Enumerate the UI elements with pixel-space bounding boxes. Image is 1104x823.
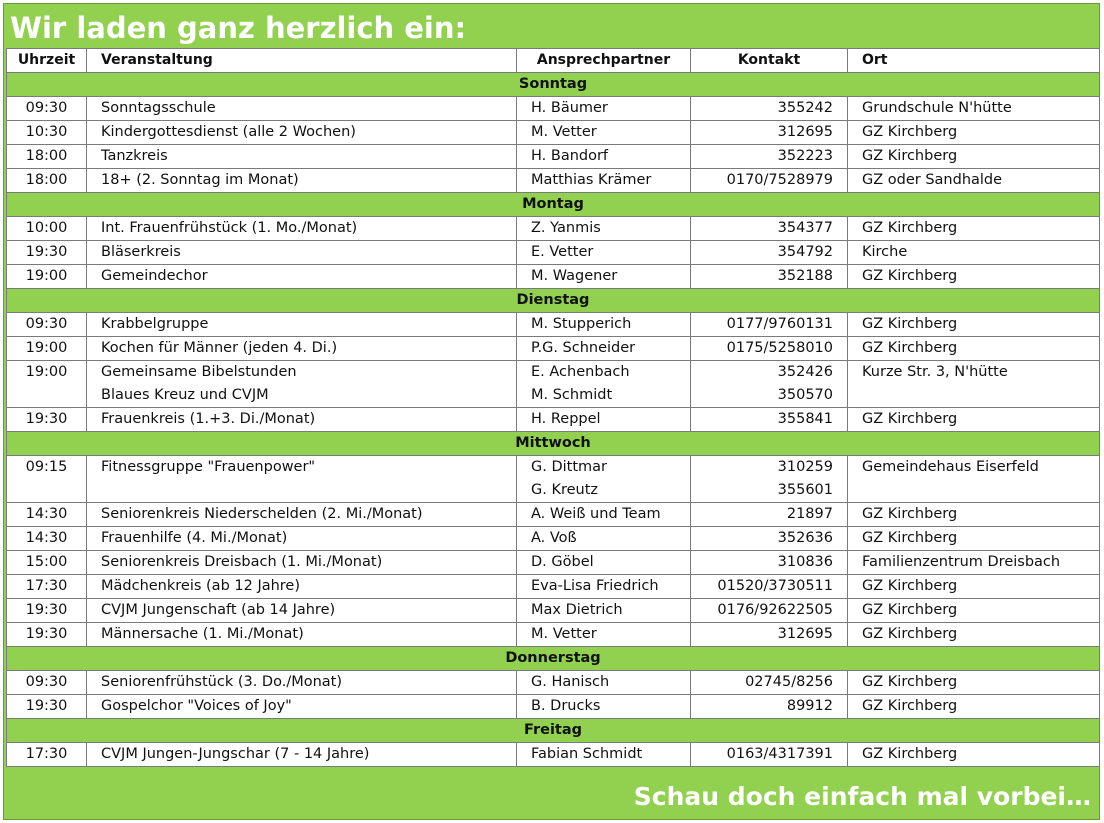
cell-time: 19:30 (7, 241, 87, 265)
cell-person: M. Vetter (517, 623, 691, 647)
table-row (7, 503, 1100, 527)
cell-person: M. Wagener (517, 265, 691, 289)
day-header-row (7, 289, 1100, 313)
table-row (7, 313, 1100, 337)
cell-time: 17:30 (7, 575, 87, 599)
cell-person: H. Reppel (517, 408, 691, 432)
cell-time: 19:30 (7, 408, 87, 432)
cell-event: Kindergottesdienst (alle 2 Wochen) (87, 121, 517, 145)
day-header-row (7, 193, 1100, 217)
cell-contact (691, 361, 848, 408)
cell-place: GZ Kirchberg (848, 599, 1100, 623)
day-header-row (7, 647, 1100, 671)
cell-event: Frauenhilfe (4. Mi./Monat) (87, 527, 517, 551)
cell-contact: 354377 (691, 217, 848, 241)
cell-person: Matthias Krämer (517, 169, 691, 193)
cell-place: GZ Kirchberg (848, 265, 1100, 289)
cell-place: Kirche (848, 241, 1100, 265)
schedule-table (6, 48, 1100, 767)
cell-person: B. Drucks (517, 695, 691, 719)
cell-person: Fabian Schmidt (517, 743, 691, 767)
cell-person: E. Vetter (517, 241, 691, 265)
cell-contact: 0176/92622505 (691, 599, 848, 623)
cell-time: 15:00 (7, 551, 87, 575)
table-row (7, 623, 1100, 647)
cell-event: Krabbelgruppe (87, 313, 517, 337)
table-row (7, 169, 1100, 193)
cell-time: 10:00 (7, 217, 87, 241)
schedule-body (7, 73, 1100, 767)
cell-contact: 352223 (691, 145, 848, 169)
schedule-poster (3, 3, 1100, 820)
day-label: Dienstag (7, 289, 1100, 313)
cell-person-line1: G. Dittmar (531, 459, 607, 475)
table-row (7, 695, 1100, 719)
table-row (7, 241, 1100, 265)
cell-time: 19:00 (7, 337, 87, 361)
cell-event: Int. Frauenfrühstück (1. Mo./Monat) (87, 217, 517, 241)
table-row (7, 361, 1100, 408)
cell-place (848, 456, 1100, 503)
cell-place: GZ Kirchberg (848, 575, 1100, 599)
cell-contact-line2: 350570 (777, 387, 833, 403)
cell-event: Bläserkreis (87, 241, 517, 265)
table-row (7, 121, 1100, 145)
cell-person-line2: M. Schmidt (531, 387, 613, 403)
cell-place: GZ Kirchberg (848, 408, 1100, 432)
header-row (7, 49, 1100, 73)
cell-person-line2: G. Kreutz (531, 482, 599, 498)
cell-event: Gemeindechor (87, 265, 517, 289)
cell-person: P.G. Schneider (517, 337, 691, 361)
cell-event: Gospelchor "Voices of Joy" (87, 695, 517, 719)
cell-event: Mädchenkreis (ab 12 Jahre) (87, 575, 517, 599)
cell-person: A. Voß (517, 527, 691, 551)
day-header-row (7, 73, 1100, 97)
cell-event (87, 456, 517, 503)
cell-person: M. Stupperich (517, 313, 691, 337)
cell-event: Seniorenfrühstück (3. Do./Monat) (87, 671, 517, 695)
cell-place: Familienzentrum Dreisbach (848, 551, 1100, 575)
cell-contact-line1: 352426 (777, 364, 833, 380)
day-label: Mittwoch (7, 432, 1100, 456)
cell-contact: 354792 (691, 241, 848, 265)
table-row (7, 671, 1100, 695)
header-contact: Kontakt (691, 49, 848, 73)
cell-time: 19:30 (7, 695, 87, 719)
table-row (7, 408, 1100, 432)
cell-place (848, 361, 1100, 408)
table-row (7, 551, 1100, 575)
day-header-row (7, 432, 1100, 456)
cell-place: GZ Kirchberg (848, 503, 1100, 527)
cell-time: 09:30 (7, 313, 87, 337)
cell-time: 19:00 (7, 265, 87, 289)
cell-event: Kochen für Männer (jeden 4. Di.) (87, 337, 517, 361)
cell-person: H. Bandorf (517, 145, 691, 169)
cell-contact: 352188 (691, 265, 848, 289)
table-row (7, 337, 1100, 361)
cell-contact-line2: 355601 (777, 482, 833, 498)
cell-person: M. Vetter (517, 121, 691, 145)
cell-event: CVJM Jungenschaft (ab 14 Jahre) (87, 599, 517, 623)
cell-event-line1: Gemeinsame Bibelstunden (101, 364, 297, 380)
cell-time: 09:30 (7, 671, 87, 695)
cell-event (87, 361, 517, 408)
cell-person: Z. Yanmis (517, 217, 691, 241)
cell-event: 18+ (2. Sonntag im Monat) (87, 169, 517, 193)
cell-person: Eva-Lisa Friedrich (517, 575, 691, 599)
cell-time (7, 361, 87, 408)
cell-place: GZ Kirchberg (848, 671, 1100, 695)
cell-place: GZ oder Sandhalde (848, 169, 1100, 193)
cell-contact: 312695 (691, 121, 848, 145)
cell-time-line1: 09:15 (25, 459, 68, 475)
table-row (7, 527, 1100, 551)
cell-time: 18:00 (7, 169, 87, 193)
table-row (7, 145, 1100, 169)
cell-person-line1: E. Achenbach (531, 364, 630, 380)
cell-contact: 0170/7528979 (691, 169, 848, 193)
cell-contact: 355841 (691, 408, 848, 432)
cell-event: Tanzkreis (87, 145, 517, 169)
table-row (7, 265, 1100, 289)
cell-place: GZ Kirchberg (848, 695, 1100, 719)
cell-person: H. Bäumer (517, 97, 691, 121)
cell-time: 09:30 (7, 97, 87, 121)
cell-contact: 0175/5258010 (691, 337, 848, 361)
header-event: Veranstaltung (87, 49, 517, 73)
cell-place-line1: Gemeindehaus Eiserfeld (862, 459, 1039, 475)
cell-event: Seniorenkreis Dreisbach (1. Mi./Monat) (87, 551, 517, 575)
cell-place: GZ Kirchberg (848, 623, 1100, 647)
cell-contact: 355242 (691, 97, 848, 121)
cell-time: 17:30 (7, 743, 87, 767)
cell-event: Sonntagsschule (87, 97, 517, 121)
cell-contact: 352636 (691, 527, 848, 551)
cell-event: Seniorenkreis Niederschelden (2. Mi./Monat) (87, 503, 517, 527)
table-row (7, 599, 1100, 623)
cell-event-line2: Blaues Kreuz und CVJM (101, 387, 269, 403)
cell-person: A. Weiß und Team (517, 503, 691, 527)
cell-place: GZ Kirchberg (848, 743, 1100, 767)
cell-contact (691, 456, 848, 503)
cell-time: 19:30 (7, 623, 87, 647)
table-row (7, 97, 1100, 121)
cell-time-line1: 19:00 (25, 364, 68, 380)
cell-contact: 0177/9760131 (691, 313, 848, 337)
header-place: Ort (848, 49, 1100, 73)
cell-time: 14:30 (7, 527, 87, 551)
page-title: Wir laden ganz herzlich ein: (10, 11, 467, 45)
cell-contact: 89912 (691, 695, 848, 719)
cell-place: GZ Kirchberg (848, 121, 1100, 145)
cell-contact: 310836 (691, 551, 848, 575)
day-label: Donnerstag (7, 647, 1100, 671)
day-label: Freitag (7, 719, 1100, 743)
table-row (7, 217, 1100, 241)
cell-time: 14:30 (7, 503, 87, 527)
cell-contact-line1: 310259 (777, 459, 833, 475)
cell-time: 10:30 (7, 121, 87, 145)
day-header-row (7, 719, 1100, 743)
cell-contact: 21897 (691, 503, 848, 527)
cell-person: D. Göbel (517, 551, 691, 575)
cell-contact: 0163/4317391 (691, 743, 848, 767)
cell-place: GZ Kirchberg (848, 337, 1100, 361)
cell-contact: 02745/8256 (691, 671, 848, 695)
cell-place: GZ Kirchberg (848, 527, 1100, 551)
header-person: Ansprechpartner (517, 49, 691, 73)
cell-person: G. Hanisch (517, 671, 691, 695)
footer-invitation: Schau doch einfach mal vorbei… (633, 782, 1091, 811)
cell-place: GZ Kirchberg (848, 217, 1100, 241)
cell-place-line1: Kurze Str. 3, N'hütte (862, 364, 1008, 380)
cell-event: Männersache (1. Mi./Monat) (87, 623, 517, 647)
cell-event-line1: Fitnessgruppe "Frauenpower" (101, 459, 316, 475)
cell-person (517, 361, 691, 408)
table-row (7, 575, 1100, 599)
cell-contact: 01520/3730511 (691, 575, 848, 599)
day-label: Montag (7, 193, 1100, 217)
cell-time: 18:00 (7, 145, 87, 169)
cell-time (7, 456, 87, 503)
cell-place: GZ Kirchberg (848, 313, 1100, 337)
cell-time: 19:30 (7, 599, 87, 623)
cell-event: CVJM Jungen-Jungschar (7 - 14 Jahre) (87, 743, 517, 767)
table-row (7, 456, 1100, 503)
day-label: Sonntag (7, 73, 1100, 97)
cell-place: Grundschule N'hütte (848, 97, 1100, 121)
header-time: Uhrzeit (7, 49, 87, 73)
cell-event: Frauenkreis (1.+3. Di./Monat) (87, 408, 517, 432)
cell-place: GZ Kirchberg (848, 145, 1100, 169)
cell-contact: 312695 (691, 623, 848, 647)
table-row (7, 743, 1100, 767)
cell-person: Max Dietrich (517, 599, 691, 623)
cell-person (517, 456, 691, 503)
